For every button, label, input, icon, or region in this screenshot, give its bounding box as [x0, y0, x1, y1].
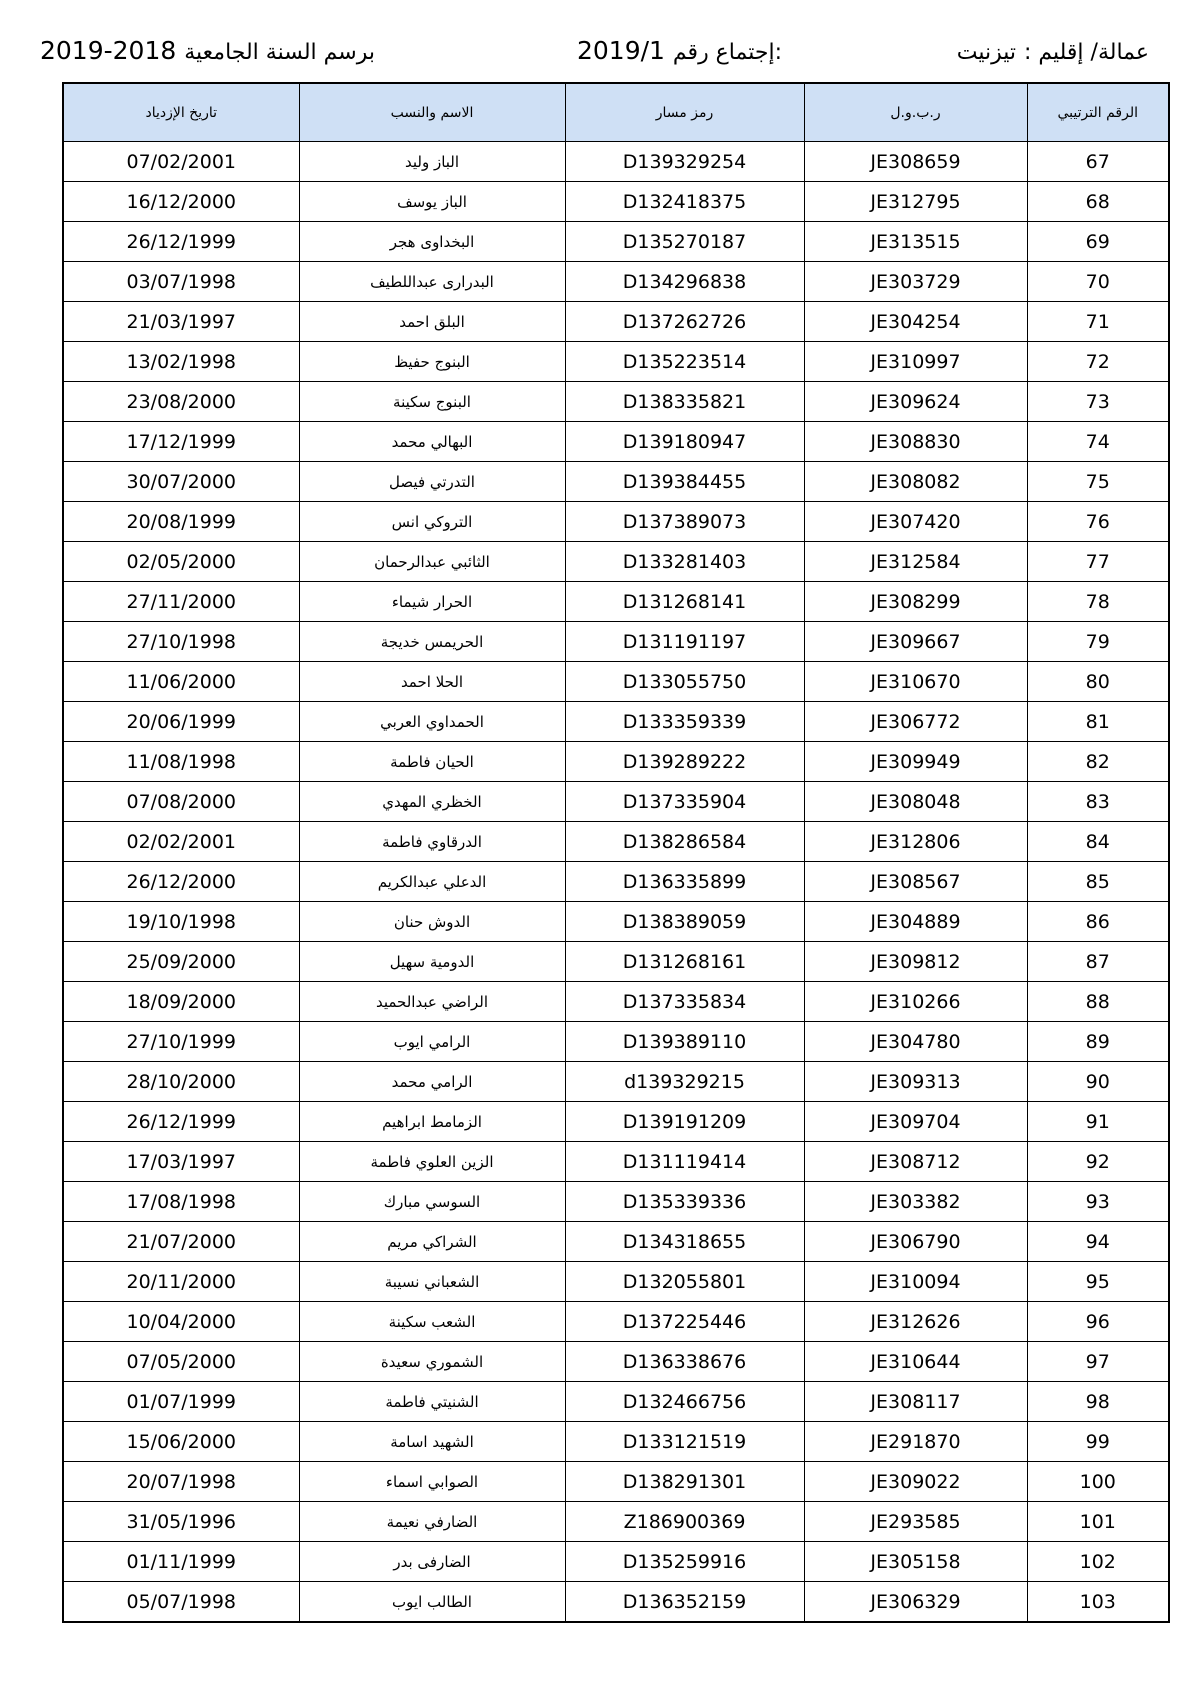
full-name-cell: الباز وليد — [299, 142, 565, 182]
massar-code-cell: D131268161 — [565, 942, 804, 982]
column-header-birth-date: تاريخ الإزدياد — [63, 83, 299, 142]
province-name: تيزنيت — [956, 40, 1016, 65]
order-number-cell: 93 — [1027, 1182, 1169, 1222]
birth-date-cell: 01/07/1999 — [63, 1382, 299, 1422]
table-row — [63, 702, 1169, 742]
full-name-cell: الضارفى بدر — [299, 1542, 565, 1582]
full-name-cell: الدوش حنان — [299, 902, 565, 942]
column-header-full-name: الاسم والنسب — [299, 83, 565, 142]
table-row — [63, 542, 1169, 582]
cne-cell: JE309022 — [804, 1462, 1027, 1502]
massar-code-cell: D139384455 — [565, 462, 804, 502]
cne-cell: JE310997 — [804, 342, 1027, 382]
birth-date-cell: 11/08/1998 — [63, 742, 299, 782]
table-row — [63, 222, 1169, 262]
full-name-cell: الضارفي نعيمة — [299, 1502, 565, 1542]
birth-date-cell: 27/11/2000 — [63, 582, 299, 622]
order-number-cell: 102 — [1027, 1542, 1169, 1582]
massar-code-cell: D133359339 — [565, 702, 804, 742]
table-row — [63, 502, 1169, 542]
massar-code-cell: D139289222 — [565, 742, 804, 782]
birth-date-cell: 13/02/1998 — [63, 342, 299, 382]
table-row — [63, 1542, 1169, 1582]
cne-cell: JE309667 — [804, 622, 1027, 662]
massar-code-cell: D137335834 — [565, 982, 804, 1022]
table-row — [63, 142, 1169, 182]
massar-code-cell: D135270187 — [565, 222, 804, 262]
cne-cell: JE303382 — [804, 1182, 1027, 1222]
birth-date-cell: 17/03/1997 — [63, 1142, 299, 1182]
full-name-cell: الزمامط ابراهيم — [299, 1102, 565, 1142]
order-number-cell: 74 — [1027, 422, 1169, 462]
birth-date-cell: 25/09/2000 — [63, 942, 299, 982]
table-row — [63, 782, 1169, 822]
birth-date-cell: 16/12/2000 — [63, 182, 299, 222]
birth-date-cell: 17/12/1999 — [63, 422, 299, 462]
cne-cell: JE308117 — [804, 1382, 1027, 1422]
order-number-cell: 78 — [1027, 582, 1169, 622]
full-name-cell: الشهيد اسامة — [299, 1422, 565, 1462]
birth-date-cell: 21/07/2000 — [63, 1222, 299, 1262]
table-row — [63, 342, 1169, 382]
full-name-cell: الشراكي مريم — [299, 1222, 565, 1262]
province-heading — [957, 34, 1149, 70]
full-name-cell: الباز يوسف — [299, 182, 565, 222]
birth-date-cell: 28/10/2000 — [63, 1062, 299, 1102]
birth-date-cell: 31/05/1996 — [63, 1502, 299, 1542]
cne-cell: JE312626 — [804, 1302, 1027, 1342]
full-name-cell: الثائبي عبدالرحمان — [299, 542, 565, 582]
table-row — [63, 1382, 1169, 1422]
table-row — [63, 1062, 1169, 1102]
full-name-cell: الرامي محمد — [299, 1062, 565, 1102]
academic-year-heading — [40, 34, 375, 70]
order-number-cell: 83 — [1027, 782, 1169, 822]
massar-code-cell: D132466756 — [565, 1382, 804, 1422]
order-number-cell: 75 — [1027, 462, 1169, 502]
order-number-cell: 79 — [1027, 622, 1169, 662]
cne-cell: JE309624 — [804, 382, 1027, 422]
cne-cell: JE308712 — [804, 1142, 1027, 1182]
full-name-cell: الشعباني نسيبة — [299, 1262, 565, 1302]
full-name-cell: الشموري سعيدة — [299, 1342, 565, 1382]
birth-date-cell: 27/10/1999 — [63, 1022, 299, 1062]
massar-code-cell: D137389073 — [565, 502, 804, 542]
cne-cell: JE310094 — [804, 1262, 1027, 1302]
massar-code-cell: D139191209 — [565, 1102, 804, 1142]
cne-cell: JE304889 — [804, 902, 1027, 942]
full-name-cell: البخداوى هجر — [299, 222, 565, 262]
birth-date-cell: 05/07/1998 — [63, 1582, 299, 1623]
order-number-cell: 73 — [1027, 382, 1169, 422]
massar-code-cell: D131191197 — [565, 622, 804, 662]
table-row — [63, 422, 1169, 462]
massar-code-cell: D132055801 — [565, 1262, 804, 1302]
order-number-cell: 103 — [1027, 1582, 1169, 1623]
massar-code-cell: D136352159 — [565, 1582, 804, 1623]
full-name-cell: الشعب سكينة — [299, 1302, 565, 1342]
cne-cell: JE312806 — [804, 822, 1027, 862]
meeting-label: إجتماع رقم: — [672, 40, 783, 65]
order-number-cell: 80 — [1027, 662, 1169, 702]
birth-date-cell: 02/02/2001 — [63, 822, 299, 862]
full-name-cell: الدرقاوي فاطمة — [299, 822, 565, 862]
cne-cell: JE312795 — [804, 182, 1027, 222]
table-row — [63, 1142, 1169, 1182]
full-name-cell: الحلا احمد — [299, 662, 565, 702]
massar-code-cell: Z186900369 — [565, 1502, 804, 1542]
order-number-cell: 71 — [1027, 302, 1169, 342]
cne-cell: JE304254 — [804, 302, 1027, 342]
birth-date-cell: 21/03/1997 — [63, 302, 299, 342]
order-number-cell: 101 — [1027, 1502, 1169, 1542]
full-name-cell: الرامي ايوب — [299, 1022, 565, 1062]
cne-cell: JE309313 — [804, 1062, 1027, 1102]
order-number-cell: 84 — [1027, 822, 1169, 862]
cne-cell: JE310266 — [804, 982, 1027, 1022]
full-name-cell: الحريمس خديجة — [299, 622, 565, 662]
full-name-cell: التروكي انس — [299, 502, 565, 542]
massar-code-cell: D137335904 — [565, 782, 804, 822]
order-number-cell: 72 — [1027, 342, 1169, 382]
birth-date-cell: 26/12/2000 — [63, 862, 299, 902]
full-name-cell: الدومية سهيل — [299, 942, 565, 982]
massar-code-cell: D138389059 — [565, 902, 804, 942]
full-name-cell: الخظري المهدي — [299, 782, 565, 822]
massar-code-cell: D138286584 — [565, 822, 804, 862]
table-row — [63, 902, 1169, 942]
meeting-heading — [577, 34, 782, 70]
table-row — [63, 1502, 1169, 1542]
massar-code-cell: D134318655 — [565, 1222, 804, 1262]
order-number-cell: 97 — [1027, 1342, 1169, 1382]
table-row — [63, 1582, 1169, 1623]
full-name-cell: الحيان فاطمة — [299, 742, 565, 782]
cne-cell: JE308299 — [804, 582, 1027, 622]
birth-date-cell: 18/09/2000 — [63, 982, 299, 1022]
massar-code-cell: D139180947 — [565, 422, 804, 462]
birth-date-cell: 26/12/1999 — [63, 1102, 299, 1142]
massar-code-cell: D135259916 — [565, 1542, 804, 1582]
students-table — [62, 82, 1170, 1623]
order-number-cell: 69 — [1027, 222, 1169, 262]
order-number-cell: 90 — [1027, 1062, 1169, 1102]
column-header-cne: ر.ب.و.ل — [804, 83, 1027, 142]
birth-date-cell: 27/10/1998 — [63, 622, 299, 662]
massar-code-cell: D133055750 — [565, 662, 804, 702]
order-number-cell: 77 — [1027, 542, 1169, 582]
cne-cell: JE307420 — [804, 502, 1027, 542]
order-number-cell: 68 — [1027, 182, 1169, 222]
birth-date-cell: 15/06/2000 — [63, 1422, 299, 1462]
cne-cell: JE291870 — [804, 1422, 1027, 1462]
order-number-cell: 95 — [1027, 1262, 1169, 1302]
order-number-cell: 99 — [1027, 1422, 1169, 1462]
birth-date-cell: 20/07/1998 — [63, 1462, 299, 1502]
birth-date-cell: 17/08/1998 — [63, 1182, 299, 1222]
table-row — [63, 742, 1169, 782]
massar-code-cell: D139389110 — [565, 1022, 804, 1062]
table-header-row — [63, 83, 1169, 142]
full-name-cell: البدرارى عبداللطيف — [299, 262, 565, 302]
table-row — [63, 182, 1169, 222]
massar-code-cell: D138335821 — [565, 382, 804, 422]
table-row — [63, 382, 1169, 422]
cne-cell: JE309949 — [804, 742, 1027, 782]
full-name-cell: الصوابي اسماء — [299, 1462, 565, 1502]
birth-date-cell: 07/08/2000 — [63, 782, 299, 822]
province-label: عمالة/ إقليم : — [1023, 40, 1149, 65]
table-row — [63, 942, 1169, 982]
massar-code-cell: D137262726 — [565, 302, 804, 342]
table-row — [63, 862, 1169, 902]
order-number-cell: 70 — [1027, 262, 1169, 302]
table-row — [63, 1222, 1169, 1262]
order-number-cell: 67 — [1027, 142, 1169, 182]
birth-date-cell: 20/08/1999 — [63, 502, 299, 542]
full-name-cell: البنوج حفيظ — [299, 342, 565, 382]
order-number-cell: 98 — [1027, 1382, 1169, 1422]
full-name-cell: الشنيتي فاطمة — [299, 1382, 565, 1422]
order-number-cell: 85 — [1027, 862, 1169, 902]
table-row — [63, 982, 1169, 1022]
full-name-cell: الزين العلوي فاطمة — [299, 1142, 565, 1182]
massar-code-cell: D133121519 — [565, 1422, 804, 1462]
cne-cell: JE308659 — [804, 142, 1027, 182]
table-row — [63, 1262, 1169, 1302]
table-row — [63, 1342, 1169, 1382]
order-number-cell: 91 — [1027, 1102, 1169, 1142]
full-name-cell: السوسي مبارك — [299, 1182, 565, 1222]
birth-date-cell: 01/11/1999 — [63, 1542, 299, 1582]
table-row — [63, 582, 1169, 622]
cne-cell: JE308567 — [804, 862, 1027, 902]
order-number-cell: 86 — [1027, 902, 1169, 942]
table-row — [63, 262, 1169, 302]
full-name-cell: الدعلي عبدالكريم — [299, 862, 565, 902]
massar-code-cell: D135223514 — [565, 342, 804, 382]
table-row — [63, 1462, 1169, 1502]
order-number-cell: 100 — [1027, 1462, 1169, 1502]
cne-cell: JE310670 — [804, 662, 1027, 702]
cne-cell: JE306329 — [804, 1582, 1027, 1623]
table-row — [63, 462, 1169, 502]
full-name-cell: الحرار شيماء — [299, 582, 565, 622]
cne-cell: JE308082 — [804, 462, 1027, 502]
table-row — [63, 1022, 1169, 1062]
order-number-cell: 96 — [1027, 1302, 1169, 1342]
cne-cell: JE303729 — [804, 262, 1027, 302]
birth-date-cell: 20/11/2000 — [63, 1262, 299, 1302]
massar-code-cell: d139329215 — [565, 1062, 804, 1102]
full-name-cell: التدرتي فيصل — [299, 462, 565, 502]
table-row — [63, 1182, 1169, 1222]
column-header-massar-code: رمز مسار — [565, 83, 804, 142]
birth-date-cell: 23/08/2000 — [63, 382, 299, 422]
massar-code-cell: D138291301 — [565, 1462, 804, 1502]
cne-cell: JE305158 — [804, 1542, 1027, 1582]
massar-code-cell: D132418375 — [565, 182, 804, 222]
massar-code-cell: D137225446 — [565, 1302, 804, 1342]
massar-code-cell: D139329254 — [565, 142, 804, 182]
order-number-cell: 88 — [1027, 982, 1169, 1022]
academic-year-value: 2019-2018 — [40, 36, 177, 65]
cne-cell: JE306772 — [804, 702, 1027, 742]
massar-code-cell: D135339336 — [565, 1182, 804, 1222]
birth-date-cell: 20/06/1999 — [63, 702, 299, 742]
cne-cell: JE306790 — [804, 1222, 1027, 1262]
cne-cell: JE309812 — [804, 942, 1027, 982]
cne-cell: JE308048 — [804, 782, 1027, 822]
birth-date-cell: 07/02/2001 — [63, 142, 299, 182]
meeting-number: 2019/1 — [577, 36, 665, 65]
full-name-cell: الطالب ايوب — [299, 1582, 565, 1623]
cne-cell: JE308830 — [804, 422, 1027, 462]
birth-date-cell: 30/07/2000 — [63, 462, 299, 502]
column-header-order-number: الرقم الترتيبي — [1027, 83, 1169, 142]
massar-code-cell: D136335899 — [565, 862, 804, 902]
order-number-cell: 81 — [1027, 702, 1169, 742]
cne-cell: JE304780 — [804, 1022, 1027, 1062]
table-row — [63, 662, 1169, 702]
full-name-cell: البهالي محمد — [299, 422, 565, 462]
birth-date-cell: 07/05/2000 — [63, 1342, 299, 1382]
table-row — [63, 1422, 1169, 1462]
cne-cell: JE293585 — [804, 1502, 1027, 1542]
cne-cell: JE310644 — [804, 1342, 1027, 1382]
massar-code-cell: D131268141 — [565, 582, 804, 622]
order-number-cell: 89 — [1027, 1022, 1169, 1062]
table-row — [63, 622, 1169, 662]
full-name-cell: البنوج سكينة — [299, 382, 565, 422]
order-number-cell: 82 — [1027, 742, 1169, 782]
full-name-cell: الراضي عبدالحميد — [299, 982, 565, 1022]
order-number-cell: 87 — [1027, 942, 1169, 982]
birth-date-cell: 19/10/1998 — [63, 902, 299, 942]
massar-code-cell: D134296838 — [565, 262, 804, 302]
academic-year-label: برسم السنة الجامعية — [184, 40, 375, 65]
cne-cell: JE309704 — [804, 1102, 1027, 1142]
full-name-cell: الحمداوي العربي — [299, 702, 565, 742]
birth-date-cell: 02/05/2000 — [63, 542, 299, 582]
table-row — [63, 1102, 1169, 1142]
birth-date-cell: 03/07/1998 — [63, 262, 299, 302]
massar-code-cell: D136338676 — [565, 1342, 804, 1382]
birth-date-cell: 11/06/2000 — [63, 662, 299, 702]
order-number-cell: 94 — [1027, 1222, 1169, 1262]
order-number-cell: 76 — [1027, 502, 1169, 542]
table-row — [63, 822, 1169, 862]
full-name-cell: البلق احمد — [299, 302, 565, 342]
order-number-cell: 92 — [1027, 1142, 1169, 1182]
massar-code-cell: D133281403 — [565, 542, 804, 582]
cne-cell: JE313515 — [804, 222, 1027, 262]
birth-date-cell: 26/12/1999 — [63, 222, 299, 262]
birth-date-cell: 10/04/2000 — [63, 1302, 299, 1342]
table-row — [63, 1302, 1169, 1342]
cne-cell: JE312584 — [804, 542, 1027, 582]
table-row — [63, 302, 1169, 342]
massar-code-cell: D131119414 — [565, 1142, 804, 1182]
